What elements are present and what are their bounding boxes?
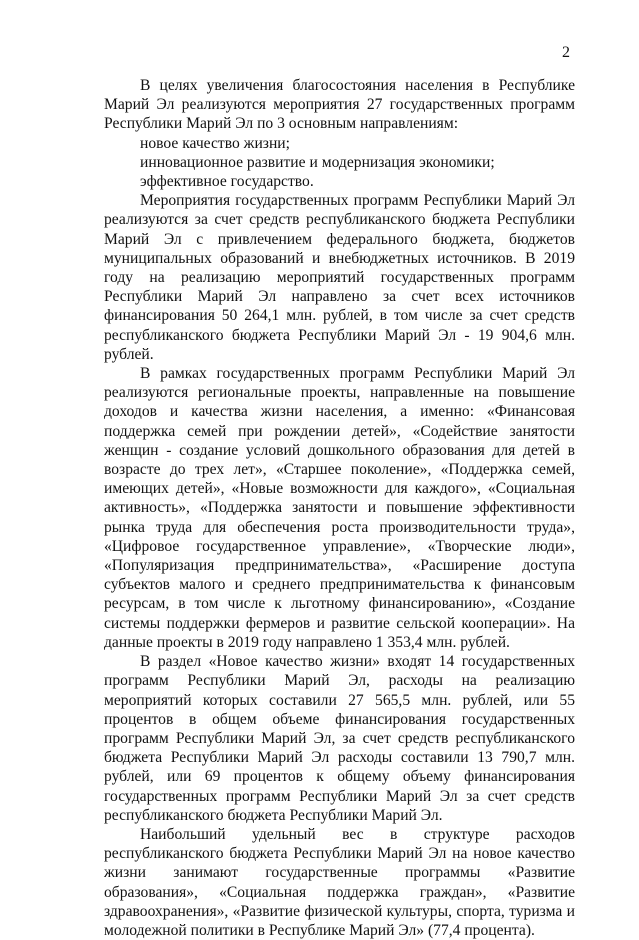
document-body <box>104 76 575 940</box>
paragraph-financing: Мероприятия государственных программ Республики Марий Эл реализуются за счет средств республиканского бюджета Республики Марий Эл с привлечением федерального бюджета, бюджетов муниципальных образований и внебюджетных источников. В 2019 году на реализацию мероприятий государственных программ Республики Марий Эл направлено за счет всех источников финансирования 50 264,1 млн. рублей, в том числе за счет средств республиканского бюджета Республики Марий Эл - 19 904,6 млн. рублей. <box>104 192 575 363</box>
page-number: 2 <box>562 44 570 61</box>
paragraph-regional-projects: В рамках государственных программ Республики Марий Эл реализуются региональные проекты, направленные на повышение доходов и качества жизни населения, а именно: «Финансовая поддержка семей при рождении детей», «Содействие занятости женщин - создание условий дошкольного образования для детей в возрасте до трех лет», «Старшее поколение», «Поддержка семей, имеющих детей», «Новые возможности для каждого», «Социальная активность», «Поддержка занятости и повышение эффективности рынка труда для обеспечения роста производительности труда», «Цифровое государственное управление», «Творческие люди», «Популяризация предпринимательства», «Расширение доступа субъектов малого и среднего предпринимательства к финансовым ресурсам, в том числе к льготному финансированию», «Создание системы поддержки фермеров и развитие сельской кооперации». На данные проекты в 2019 году направлено 1 353,4 млн. рублей. <box>104 365 575 651</box>
paragraph-quality-of-life-section: В раздел «Новое качество жизни» входят 14 государственных программ Республики Марий Эл, расходы на реализацию мероприятий которых составили 27 565,5 млн. рублей, или 55 процентов в общем объеме финансирования государственных программ Республики Марий Эл, за счет средств республиканского бюджета Республики Марий Эл расходы составили 13 790,7 млн. рублей, или 69 процентов к общему объему финансирования государственных программ Республики Марий Эл за счет средств республиканского бюджета Республики Марий Эл. <box>104 653 575 824</box>
paragraph-intro: В целях увеличения благосостояния населения в Республике Марий Эл реализуются мероприятия 27 государственных программ Республики Марий Эл по 3 основным направлениям: <box>104 77 575 133</box>
list-item-innovation: инновационное развитие и модернизация экономики; <box>140 153 495 171</box>
list-item-effective-state: эффективное государство. <box>140 173 314 191</box>
paragraph-largest-share: Наибольший удельный вес в структуре расходов республиканского бюджета Республики Марий Эл на новое качество жизни занимают государственные программы «Развитие образования», «Социальная поддержка граждан», «Развитие здравоохранения», «Развитие физической культуры, спорта, туризма и молодежной политики в Республике Марий Эл» (77,4 процента). <box>104 825 575 939</box>
list-item-quality-of-life: новое качество жизни; <box>140 134 290 152</box>
